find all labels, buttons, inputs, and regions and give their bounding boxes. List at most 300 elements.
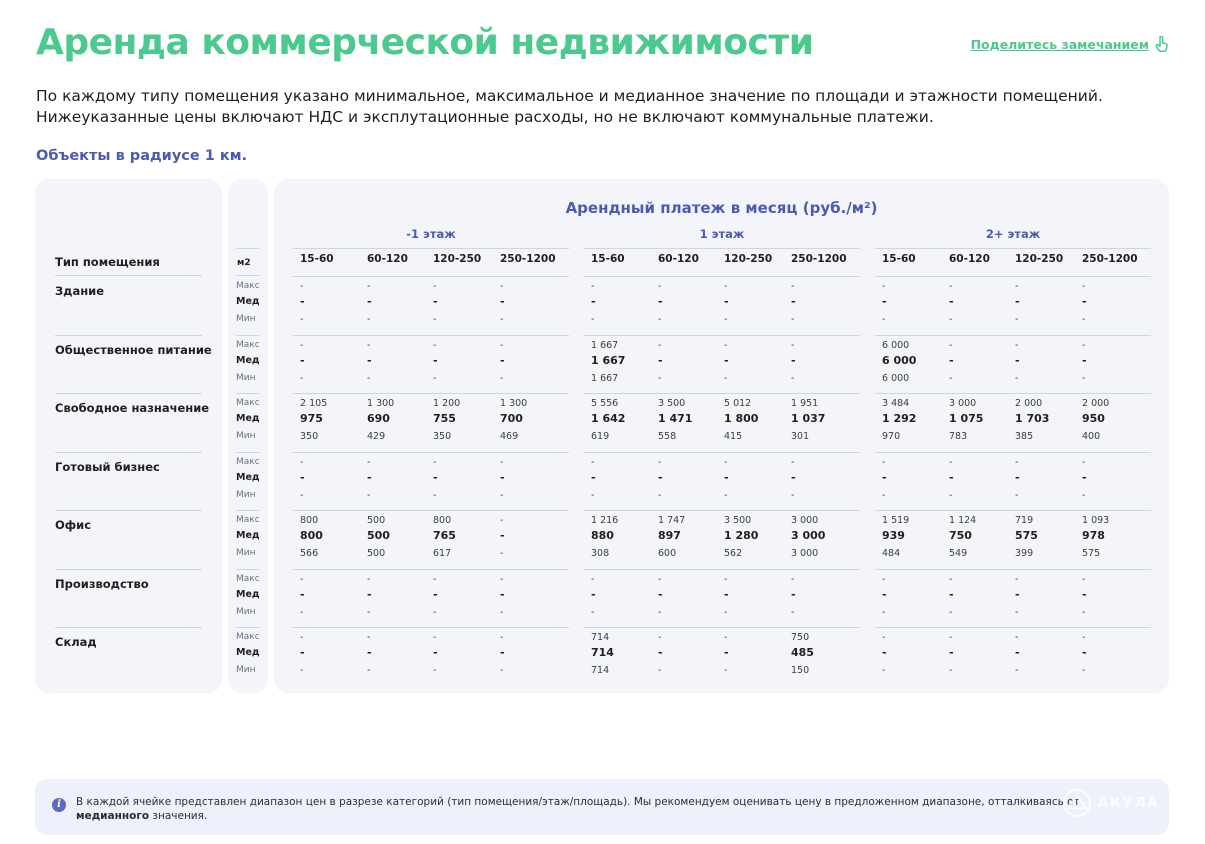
- price-cell: -: [1015, 295, 1020, 308]
- price-cell: -: [367, 665, 371, 676]
- row-divider: [293, 627, 569, 628]
- info-note-text: [76, 795, 1146, 823]
- row-divider: [236, 569, 259, 570]
- price-cell: -: [433, 340, 437, 351]
- stat-label: Мед: [236, 413, 260, 424]
- price-cell: -: [500, 490, 504, 501]
- area-unit-header: м2: [237, 258, 251, 268]
- price-cell: -: [591, 471, 596, 484]
- price-cell: -: [791, 295, 796, 308]
- price-cell: 6 000: [882, 340, 910, 351]
- price-cell: -: [1015, 340, 1019, 351]
- price-cell: -: [591, 314, 595, 325]
- row-divider: [875, 627, 1151, 628]
- page-title: Аренда коммерческой недвижимости: [36, 22, 814, 63]
- price-cell: -: [300, 354, 305, 367]
- unit-header-divider: [236, 248, 259, 249]
- price-cell: -: [591, 588, 596, 601]
- price-cell: -: [658, 354, 663, 367]
- price-cell: -: [1082, 457, 1086, 468]
- price-cell: -: [367, 607, 371, 618]
- price-cell: 800: [300, 515, 319, 526]
- table-header: Арендный платеж в месяц (руб./м²): [565, 199, 878, 217]
- price-cell: -: [300, 471, 305, 484]
- price-cell: -: [791, 490, 795, 501]
- price-cell: -: [433, 665, 437, 676]
- price-cell: 562: [724, 548, 743, 559]
- property-type-label: Здание: [55, 284, 105, 298]
- row-divider: [236, 510, 259, 511]
- note-bold-word: медианного: [76, 810, 150, 822]
- price-cell: -: [791, 354, 796, 367]
- stat-label: Мин: [236, 548, 256, 558]
- price-cell: -: [882, 490, 886, 501]
- price-cell: 1 037: [791, 412, 826, 425]
- price-cell: -: [1015, 574, 1019, 585]
- price-cell: 950: [1082, 412, 1105, 425]
- row-divider: [875, 393, 1151, 394]
- price-cell: 800: [433, 515, 452, 526]
- price-cell: -: [367, 340, 371, 351]
- price-cell: -: [791, 457, 795, 468]
- intro-line-2: Нижеуказанные цены включают НДС и эксплутационные расходы, но не включают коммунальные платежи.: [36, 108, 934, 126]
- price-cell: -: [882, 574, 886, 585]
- price-cell: 719: [1015, 515, 1034, 526]
- price-cell: -: [791, 607, 795, 618]
- price-cell: -: [367, 471, 372, 484]
- price-cell: -: [500, 457, 504, 468]
- price-cell: -: [1082, 340, 1086, 351]
- price-cell: -: [300, 295, 305, 308]
- price-cell: 350: [300, 431, 319, 442]
- watermark-logo: [1062, 788, 1160, 818]
- price-cell: 1 292: [882, 412, 917, 425]
- stat-label: Макс: [236, 632, 260, 642]
- price-cell: -: [1082, 646, 1087, 659]
- property-type-label: Свободное назначение: [55, 401, 210, 415]
- row-divider: [236, 393, 259, 394]
- price-cell: 1 667: [591, 354, 626, 367]
- price-cell: 3 500: [658, 398, 686, 409]
- price-cell: -: [300, 646, 305, 659]
- price-cell: -: [433, 632, 437, 643]
- price-cell: -: [724, 457, 728, 468]
- price-cell: -: [433, 457, 437, 468]
- floor-header: 1 этаж: [699, 227, 745, 241]
- price-cell: 6 000: [882, 354, 917, 367]
- price-cell: 1 519: [882, 515, 910, 526]
- price-cell: 500: [367, 515, 386, 526]
- price-cell: -: [724, 373, 728, 384]
- price-cell: -: [882, 457, 886, 468]
- price-cell: -: [882, 281, 886, 292]
- price-cell: -: [724, 340, 728, 351]
- property-type-label: Готовый бизнес: [55, 460, 160, 474]
- price-cell: -: [500, 607, 504, 618]
- price-cell: 978: [1082, 529, 1105, 542]
- price-cell: -: [433, 490, 437, 501]
- price-cell: 750: [949, 529, 972, 542]
- price-cell: -: [500, 314, 504, 325]
- price-cell: -: [724, 490, 728, 501]
- price-cell: -: [1082, 295, 1087, 308]
- price-cell: -: [949, 646, 954, 659]
- price-cell: -: [658, 646, 663, 659]
- price-cell: -: [500, 665, 504, 676]
- price-cell: -: [500, 281, 504, 292]
- price-cell: -: [500, 354, 505, 367]
- price-cell: 2 000: [1082, 398, 1110, 409]
- price-cell: -: [658, 607, 662, 618]
- price-cell: -: [433, 646, 438, 659]
- price-cell: -: [724, 632, 728, 643]
- price-cell: -: [591, 281, 595, 292]
- price-cell: 575: [1082, 548, 1101, 559]
- price-cell: -: [949, 295, 954, 308]
- price-cell: 3 000: [791, 529, 826, 542]
- shark-logo-icon: [1062, 788, 1092, 818]
- row-divider: [236, 627, 259, 628]
- price-cell: 700: [500, 412, 523, 425]
- price-cell: -: [367, 632, 371, 643]
- price-cell: -: [1082, 281, 1086, 292]
- price-cell: -: [367, 457, 371, 468]
- price-cell: 558: [658, 431, 677, 442]
- price-cell: -: [500, 588, 505, 601]
- price-cell: -: [1015, 281, 1019, 292]
- price-cell: 415: [724, 431, 743, 442]
- row-divider: [55, 627, 202, 628]
- price-cell: -: [949, 607, 953, 618]
- area-range-header: 60-120: [367, 253, 408, 265]
- price-cell: -: [724, 588, 729, 601]
- price-cell: 970: [882, 431, 901, 442]
- price-cell: 1 093: [1082, 515, 1110, 526]
- price-cell: 619: [591, 431, 610, 442]
- row-divider: [55, 569, 202, 570]
- price-cell: 500: [367, 548, 386, 559]
- price-cell: -: [500, 574, 504, 585]
- price-cell: -: [791, 281, 795, 292]
- price-cell: 3 000: [791, 548, 819, 559]
- stat-label: Макс: [236, 574, 260, 584]
- floor-divider: [584, 248, 860, 249]
- stat-label: Мин: [236, 431, 256, 441]
- stat-label: Мед: [236, 472, 260, 483]
- price-cell: 400: [1082, 431, 1101, 442]
- unit-header-divider: [236, 275, 259, 276]
- price-cell: -: [1015, 588, 1020, 601]
- price-cell: -: [791, 471, 796, 484]
- price-cell: -: [300, 314, 304, 325]
- price-cell: 1 200: [433, 398, 461, 409]
- price-cell: 575: [1015, 529, 1038, 542]
- price-cell: -: [882, 646, 887, 659]
- type-header: Тип помещения: [55, 255, 160, 269]
- row-divider: [293, 335, 569, 336]
- price-cell: -: [367, 574, 371, 585]
- area-range-header: 15-60: [591, 253, 625, 265]
- price-cell: -: [949, 314, 953, 325]
- type-header-divider: [55, 275, 202, 276]
- price-cell: -: [1082, 354, 1087, 367]
- price-cell: -: [300, 490, 304, 501]
- price-cell: -: [949, 281, 953, 292]
- row-divider: [875, 335, 1151, 336]
- price-cell: 399: [1015, 548, 1034, 559]
- price-cell: 1 667: [591, 373, 619, 384]
- price-cell: -: [658, 588, 663, 601]
- row-divider: [584, 569, 860, 570]
- price-cell: -: [300, 574, 304, 585]
- area-range-header: 250-1200: [791, 253, 847, 265]
- price-cell: -: [1015, 646, 1020, 659]
- price-cell: -: [1082, 490, 1086, 501]
- price-cell: 600: [658, 548, 677, 559]
- area-range-header: 120-250: [724, 253, 773, 265]
- price-cell: -: [300, 373, 304, 384]
- price-cell: -: [724, 354, 729, 367]
- price-cell: -: [949, 457, 953, 468]
- price-cell: 1 951: [791, 398, 819, 409]
- price-cell: -: [500, 373, 504, 384]
- price-cell: -: [949, 632, 953, 643]
- price-cell: -: [367, 490, 371, 501]
- price-cell: 765: [433, 529, 456, 542]
- price-cell: -: [300, 281, 304, 292]
- price-cell: -: [882, 607, 886, 618]
- price-cell: 500: [367, 529, 390, 542]
- row-divider: [875, 569, 1151, 570]
- price-cell: -: [500, 295, 505, 308]
- price-cell: 150: [791, 665, 810, 676]
- price-cell: 1 124: [949, 515, 977, 526]
- row-divider: [875, 276, 1151, 277]
- property-type-label: Общественное питание: [55, 343, 212, 357]
- price-cell: -: [791, 340, 795, 351]
- stat-label: Макс: [236, 457, 260, 467]
- price-cell: -: [1082, 588, 1087, 601]
- price-cell: -: [367, 588, 372, 601]
- price-cell: -: [1082, 665, 1086, 676]
- price-cell: -: [300, 607, 304, 618]
- stat-label: Мин: [236, 490, 256, 500]
- price-cell: -: [949, 665, 953, 676]
- property-type-label: Склад: [55, 635, 97, 649]
- price-cell: 714: [591, 646, 614, 659]
- price-cell: -: [658, 457, 662, 468]
- price-cell: -: [1015, 457, 1019, 468]
- price-cell: 617: [433, 548, 452, 559]
- price-cell: -: [658, 373, 662, 384]
- radius-caption: Объекты в радиусе 1 км.: [36, 148, 248, 164]
- price-cell: -: [1082, 314, 1086, 325]
- price-cell: 1 216: [591, 515, 619, 526]
- floor-divider: [875, 248, 1151, 249]
- price-cell: -: [367, 281, 371, 292]
- stat-label: Макс: [236, 515, 260, 525]
- share-feedback-label[interactable]: Поделитесь замечанием: [970, 36, 1149, 52]
- price-cell: -: [882, 665, 886, 676]
- row-divider: [55, 393, 202, 394]
- area-range-header: 60-120: [949, 253, 990, 265]
- row-divider: [55, 510, 202, 511]
- price-cell: -: [433, 588, 438, 601]
- price-cell: -: [1082, 632, 1086, 643]
- watermark-text: АКУЛА: [1098, 795, 1160, 811]
- price-cell: -: [724, 295, 729, 308]
- row-divider: [293, 452, 569, 453]
- price-cell: -: [949, 354, 954, 367]
- row-divider: [584, 452, 860, 453]
- row-divider: [875, 452, 1151, 453]
- price-cell: 3 000: [949, 398, 977, 409]
- price-cell: 975: [300, 412, 323, 425]
- price-cell: -: [1082, 607, 1086, 618]
- price-cell: -: [949, 471, 954, 484]
- stat-label: Мин: [236, 665, 256, 675]
- price-cell: -: [949, 373, 953, 384]
- price-cell: 5 012: [724, 398, 752, 409]
- price-cell: 2 000: [1015, 398, 1043, 409]
- price-cell: 429: [367, 431, 386, 442]
- price-cell: 1 075: [949, 412, 984, 425]
- price-cell: 690: [367, 412, 390, 425]
- price-cell: -: [949, 574, 953, 585]
- price-cell: 469: [500, 431, 519, 442]
- price-cell: -: [367, 354, 372, 367]
- area-range-header: 15-60: [300, 253, 334, 265]
- price-cell: 714: [591, 665, 610, 676]
- stat-label: Мин: [236, 607, 256, 617]
- stat-label: Мед: [236, 647, 260, 658]
- price-cell: -: [724, 574, 728, 585]
- stat-label: Макс: [236, 281, 260, 291]
- price-cell: -: [367, 295, 372, 308]
- price-cell: -: [1015, 471, 1020, 484]
- price-cell: -: [591, 295, 596, 308]
- price-cell: -: [724, 665, 728, 676]
- price-cell: 350: [433, 431, 452, 442]
- intro-text: [36, 86, 1156, 128]
- price-cell: 6 000: [882, 373, 910, 384]
- price-cell: -: [1015, 373, 1019, 384]
- price-cell: -: [791, 314, 795, 325]
- price-cell: -: [500, 632, 504, 643]
- price-cell: -: [433, 373, 437, 384]
- stat-label: Мед: [236, 530, 260, 541]
- row-divider: [236, 452, 259, 453]
- price-cell: -: [500, 548, 504, 559]
- price-cell: -: [724, 607, 728, 618]
- price-cell: 750: [791, 632, 810, 643]
- price-cell: -: [500, 515, 504, 526]
- price-cell: -: [367, 314, 371, 325]
- price-cell: -: [300, 588, 305, 601]
- price-cell: -: [1015, 490, 1019, 501]
- stat-label: Макс: [236, 398, 260, 408]
- price-cell: -: [882, 632, 886, 643]
- price-cell: 308: [591, 548, 610, 559]
- price-cell: -: [367, 646, 372, 659]
- row-divider: [293, 510, 569, 511]
- price-cell: -: [658, 471, 663, 484]
- stat-label: Мин: [236, 314, 256, 324]
- price-cell: 939: [882, 529, 905, 542]
- share-feedback-link[interactable]: [971, 36, 1169, 52]
- price-cell: 880: [591, 529, 614, 542]
- row-divider: [55, 452, 202, 453]
- price-cell: 3 500: [724, 515, 752, 526]
- area-range-header: 120-250: [1015, 253, 1064, 265]
- row-divider: [584, 276, 860, 277]
- price-cell: -: [724, 281, 728, 292]
- stat-label: Мед: [236, 589, 260, 600]
- price-cell: -: [300, 665, 304, 676]
- price-cell: 301: [791, 431, 810, 442]
- price-cell: 1 300: [367, 398, 395, 409]
- area-range-header: 250-1200: [500, 253, 556, 265]
- price-cell: -: [1082, 373, 1086, 384]
- price-cell: -: [300, 340, 304, 351]
- row-divider: [236, 335, 259, 336]
- row-divider: [584, 627, 860, 628]
- stat-label: Мин: [236, 373, 256, 383]
- price-cell: -: [500, 340, 504, 351]
- price-cell: -: [882, 295, 887, 308]
- price-cell: 714: [591, 632, 610, 643]
- price-cell: -: [433, 314, 437, 325]
- floor-header: 2+ этаж: [985, 227, 1041, 241]
- price-cell: -: [658, 490, 662, 501]
- price-cell: -: [367, 373, 371, 384]
- price-cell: -: [591, 574, 595, 585]
- price-cell: -: [882, 471, 887, 484]
- price-cell: 566: [300, 548, 319, 559]
- price-cell: 549: [949, 548, 968, 559]
- price-cell: 783: [949, 431, 968, 442]
- row-divider: [293, 276, 569, 277]
- price-cell: -: [433, 295, 438, 308]
- price-cell: -: [791, 574, 795, 585]
- price-cell: 800: [300, 529, 323, 542]
- price-cell: -: [658, 295, 663, 308]
- price-cell: -: [433, 471, 438, 484]
- row-divider: [293, 569, 569, 570]
- price-cell: 897: [658, 529, 681, 542]
- price-cell: -: [949, 588, 954, 601]
- floor-divider: [293, 248, 569, 249]
- note-text-part2: значения.: [149, 810, 208, 822]
- stat-label: Макс: [236, 340, 260, 350]
- price-cell: -: [500, 646, 505, 659]
- price-cell: -: [300, 457, 304, 468]
- price-cell: 385: [1015, 431, 1034, 442]
- price-cell: -: [658, 314, 662, 325]
- row-divider: [584, 335, 860, 336]
- floor-header: -1 этаж: [406, 227, 456, 241]
- price-cell: -: [591, 490, 595, 501]
- price-cell: -: [949, 340, 953, 351]
- price-cell: -: [658, 665, 662, 676]
- price-cell: -: [591, 457, 595, 468]
- price-cell: 755: [433, 412, 456, 425]
- price-cell: -: [500, 529, 505, 542]
- price-cell: 1 747: [658, 515, 686, 526]
- price-cell: -: [433, 574, 437, 585]
- price-cell: -: [1082, 471, 1087, 484]
- stat-label: Мед: [236, 355, 260, 366]
